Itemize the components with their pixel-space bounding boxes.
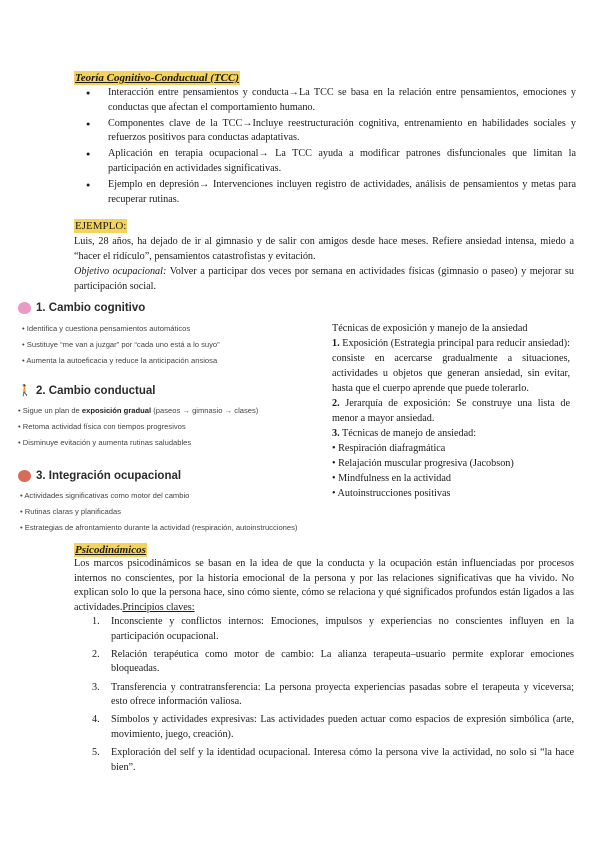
list-item: • Respiración diafragmática [332, 443, 446, 454]
info-item: • Sustituye “me van a juzgar” por “cada uno está a lo suyo” [22, 340, 220, 349]
list-item: • Autoinstrucciones positivas [332, 488, 451, 499]
info-item: • Disminuye evitación y aumenta rutinas saludables [18, 438, 192, 447]
info-item: • Sigue un plan de exposición gradual (paseos → gimnasio → clases) [18, 406, 259, 415]
list-item: 5. Exploración del self y la identidad ocupacional. Interesa cómo la persona vive la actividad, no solo si “la hace bien”. [92, 747, 574, 773]
psico-intro: Los marcos psicodinámicos se basan en la idea de que la conducta y la ocupación están influenciadas por procesos internos no conscientes, por la historia emocional de la persona y por las relaciones significativas que ha vivido. No explican solo lo que la persona hace, sino cómo siente, cómo se relaciona y qué significados profundos están ligados a las actividades. [74, 558, 574, 613]
tecnicas-block [332, 321, 570, 501]
brain-icon [18, 302, 31, 314]
psico-paragraph [74, 557, 574, 615]
info-item: • Rutinas claras y planificadas [20, 507, 122, 516]
plate-icon [18, 470, 31, 482]
principles-label: Principios claves: [122, 601, 195, 613]
info-section-title: 3. Integración ocupacional [18, 470, 181, 482]
psico-principles-list [92, 615, 574, 779]
info-item: • Retoma actividad física con tiempos progresivos [18, 422, 186, 431]
info-item: • Actividades significativas como motor del cambio [20, 491, 190, 500]
tcc-heading: Teoría Cognitivo-Conductual (TCC) [75, 72, 240, 84]
info-section-title: 🚶 2. Cambio conductual [18, 385, 156, 397]
infographic [18, 298, 338, 538]
psico-heading: Psicodinámicos [75, 544, 146, 556]
info-section-title: 1. Cambio cognitivo [18, 302, 145, 314]
list-item: 1. Inconsciente y conflictos internos: Emociones, impulsos y experiencias no conscientes influyen en la participación ocupacional. [92, 616, 574, 642]
ejemplo-heading: EJEMPLO: [75, 220, 127, 232]
tecnicas-item-2: 2. Jerarquía de exposición: Se construye una lista de menor a mayor ansiedad. [332, 398, 570, 424]
objective-label: Objetivo ocupacional: [74, 266, 167, 277]
tcc-bullet: ● Ejemplo en depresión→ Intervenciones incluyen registro de actividades, análisis de pensamientos y metas para recuperar rutinas. [86, 178, 576, 207]
info-item: • Identifica y cuestiona pensamientos automáticos [22, 324, 191, 333]
list-item: 2. Relación terapéutica como motor de cambio: La alianza terapeuta–usuario permite explorar emociones bloqueadas. [92, 648, 574, 675]
ejemplo-case-text: Luis, 28 años, ha dejado de ir al gimnasio y de salir con amigos desde hace meses. Refiere ansiedad intensa, miedo a “hacer el ridículo”, pensamientos catastrofistas y evitación. [74, 236, 574, 262]
tcc-bullet: ● Componentes clave de la TCC→Incluye reestructuración cognitiva, entrenamiento en habilidades sociales y refuerzos positivos para conductas adaptativas. [86, 117, 576, 146]
list-item: 3. Transferencia y contratransferencia: La persona proyecta experiencias pasadas sobre el terapeuta y viceversa; esto ofrece información valiosa. [92, 681, 574, 708]
tecnicas-sublist [332, 441, 570, 501]
tcc-bullet: ● Interacción entre pensamientos y conducta→La TCC se basa en la relación entre pensamientos, emociones y conductas que afectan el comportamiento humano. [86, 86, 576, 115]
list-item: • Relajación muscular progresiva (Jacobson) [332, 458, 514, 469]
info-item: • Aumenta la autoeficacia y reduce la anticipación ansiosa [22, 356, 218, 365]
ejemplo-paragraph [74, 234, 574, 294]
list-item: • Mindfulness en la actividad [332, 473, 451, 484]
tecnicas-item-3: 3. Técnicas de manejo de ansiedad: [332, 428, 477, 439]
tcc-bullet: ● Aplicación en terapia ocupacional→ La TCC ayuda a modificar patrones disfuncionales que limitan la participación en actividades significativas. [86, 147, 576, 176]
person-walking-icon: 🚶 [18, 385, 32, 397]
list-item: 4. Símbolos y actividades expresivas: Las actividades pueden actuar como espacios de expresión simbólica (arte, movimiento, juego, creación). [92, 714, 574, 740]
objective-text: Volver a participar dos veces por semana en actividades físicas (gimnasio o paseo) y mejorar su participación social. [74, 266, 574, 292]
tecnicas-title: Técnicas de exposición y manejo de la ansiedad [332, 323, 528, 334]
tcc-bullet-list [86, 86, 576, 209]
info-item: • Estrategias de afrontamiento durante la actividad (respiración, autoinstrucciones) [20, 523, 298, 532]
tecnicas-item-1: 1. Exposición (Estrategia principal para reducir ansiedad): consiste en acercarse gradualmente a situaciones, actividades u objetos que generan ansiedad, sin evitar, hasta que el cuerpo aprende que puede tolerarlo. [332, 338, 570, 394]
